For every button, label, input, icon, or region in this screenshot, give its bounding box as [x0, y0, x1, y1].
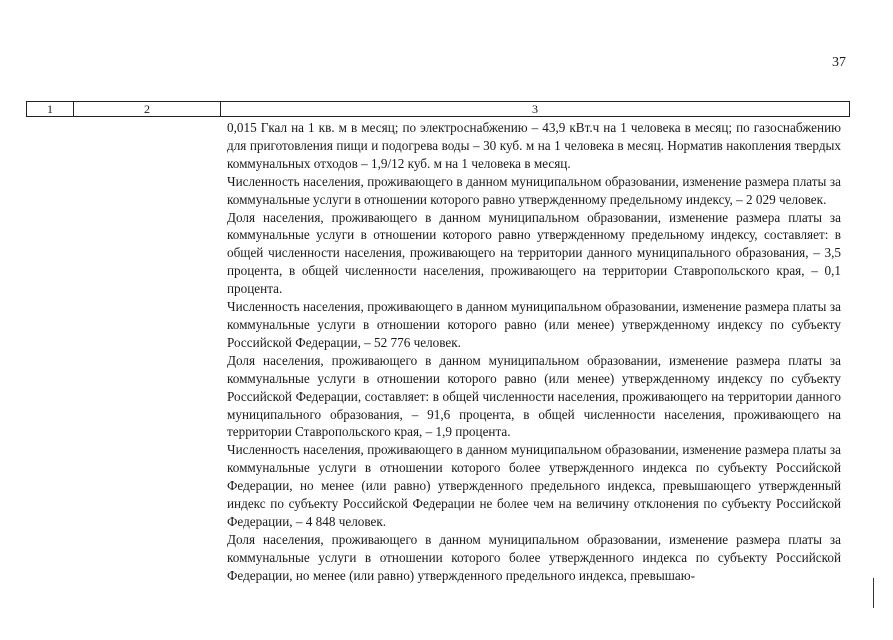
table-header-row: [26, 101, 850, 117]
paragraph: Численность населения, проживающего в данном муниципальном образовании, изменение размера платы за коммунальные услуги в отношении которого более утвержденного индекса по субъекту Российской Федерации, но менее (или равно) утвержденного предельного индекса, превышающего утвержденный индекс по субъекту Российской Федерации не более чем на величину отклонения по субъекту Российской Федерации, – 4 848 человек.: [227, 442, 841, 529]
paragraph: Доля населения, проживающего в данном муниципальном образовании, изменение размера платы за коммунальные услуги в отношении которого равно (или менее) утвержденному индексу по субъекту Российской Федерации, составляет: в общей численности населения, проживающего на территории данного муниципального образования, – 91,6 процента, в общей численности населения, проживающего на территории Ставропольского края, – 1,9 процента.: [227, 352, 841, 440]
paragraph: 0,015 Гкал на 1 кв. м в месяц; по электроснабжению – 43,9 кВт.ч на 1 человека в месяц; по газоснабжению для приготовления пищи и подогрева воды – 30 куб. м на 1 человека в месяц. Норматив накопления твердых коммунальных отходов – 1,9/12 куб. м на 1 человека в месяц.: [227, 120, 841, 171]
paragraph: Доля населения, проживающего в данном муниципальном образовании, изменение размера платы за коммунальные услуги в отношении которого равно утвержденному предельному индексу, составляет: в общей численности населения, проживающего на территории данного муниципального образования, – 3,5 процента, в общей численности населения, проживающего на территории Ставропольского края, – 0,1 процента.: [227, 209, 841, 297]
body-text-column: [227, 119, 841, 585]
scan-edge-mark: [873, 578, 874, 608]
table-header-col-1: 1: [27, 102, 74, 116]
paragraph: Численность населения, проживающего в данном муниципальном образовании, изменение размера платы за коммунальные услуги в отношении которого равно утвержденному предельному индексу, – 2 029 человек.: [227, 173, 841, 207]
table-header-col-2: 2: [74, 102, 221, 116]
page-number: 37: [832, 55, 846, 70]
paragraph: Численность населения, проживающего в данном муниципальном образовании, изменение размера платы за коммунальные услуги в отношении которого равно (или менее) утвержденному индексу по субъекту Российской Федерации, – 52 776 человек.: [227, 299, 841, 350]
paragraph: Доля населения, проживающего в данном муниципальном образовании, изменение размера платы за коммунальные услуги в отношении которого более утвержденного индекса по субъекту Российской Федерации, но менее (или равно) утвержденного предельного индекса, превышаю-: [227, 531, 841, 583]
table-header-col-3: 3: [532, 102, 538, 116]
